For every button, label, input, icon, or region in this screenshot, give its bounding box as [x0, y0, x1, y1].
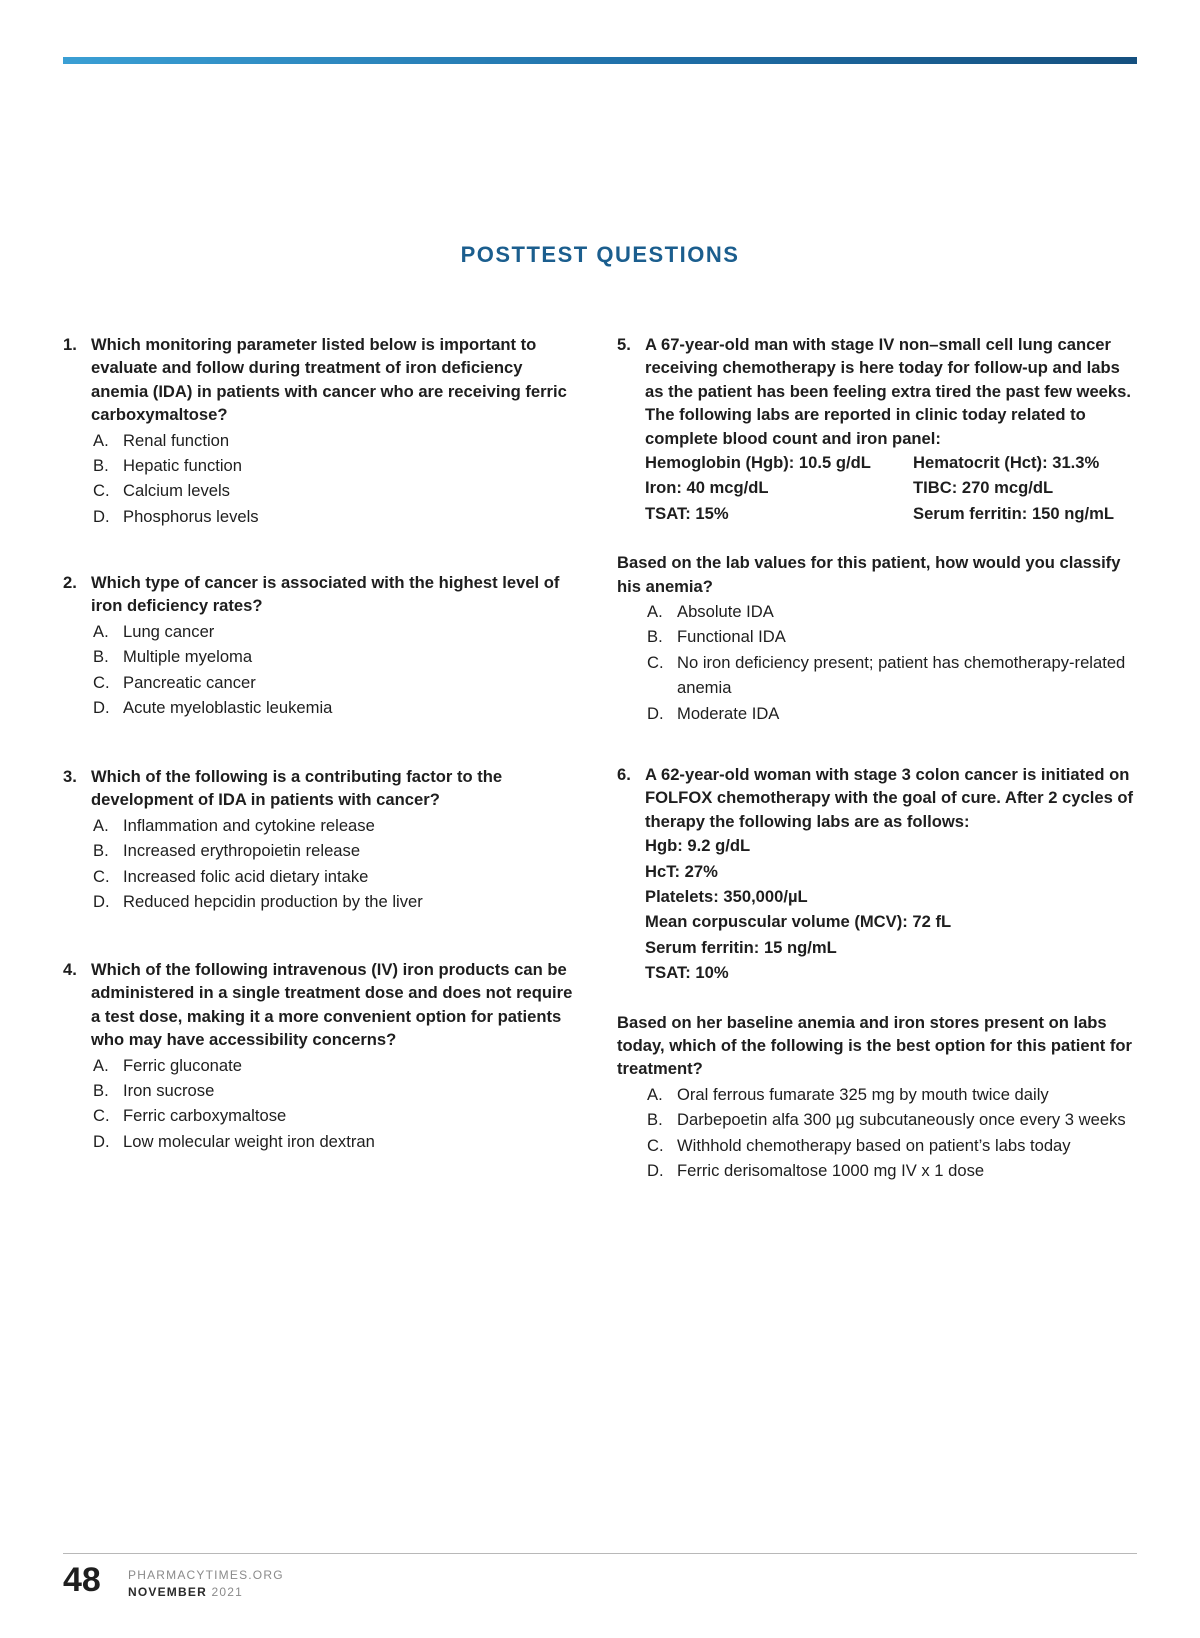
option-c: C. Increased folic acid dietary intake	[93, 866, 369, 886]
lab-row: TSAT: 15% Serum ferritin: 150 ng/mL	[645, 503, 1115, 523]
option-a: A. Absolute IDA	[647, 602, 774, 622]
question-stem: A 67-year-old man with stage IV non–small cell lung cancer receiving chemotherapy is here today for follow-up and labs as the patient has been feeling extra tired the past few weeks. The following labs are reported in clinic today related to complete blood count and iron panel:	[645, 335, 1131, 448]
question-stem: A 62-year-old woman with stage 3 colon cancer is initiated on FOLFOX chemotherapy with the goal of cure. After 2 cycles of therapy the following labs are as follows:	[645, 765, 1134, 831]
footer-divider	[63, 1553, 1137, 1554]
lab-values	[645, 833, 1137, 985]
question-lead: Based on her baseline anemia and iron stores present on labs today, which of the following is the best option for this patient for treatment?	[617, 1012, 1132, 1079]
option-c: C. Pancreatic cancer	[93, 672, 256, 692]
lab-row: Iron: 40 mcg/dL TIBC: 270 mcg/dL	[645, 478, 1054, 498]
question-lead: Based on the lab values for this patient, how would you classify his anemia?	[617, 553, 1121, 596]
question-number: 5.	[617, 335, 631, 354]
question-stem: Which of the following intravenous (IV) iron products can be administered in a single treatment dose and does not require a test dose, making it a more convenient option for patients who may have accessibility concerns?	[91, 960, 573, 1050]
option-a: A. Oral ferrous fumarate 325 mg by mouth twice daily	[647, 1084, 1049, 1104]
question-stem: Which of the following is a contributing factor to the development of IDA in patients with cancer?	[91, 767, 503, 810]
question-number: 1.	[63, 335, 77, 354]
option-b: B. Functional IDA	[647, 627, 786, 647]
page-title: POSTTEST QUESTIONS	[460, 242, 740, 267]
lab-value: Mean corpuscular volume (MCV): 72 fL	[645, 912, 952, 932]
lab-row: Hemoglobin (Hgb): 10.5 g/dL Hematocrit (Hct): 31.3%	[645, 453, 1100, 473]
option-d: D. Acute myeloblastic leukemia	[93, 698, 333, 718]
option-b: B. Increased erythropoietin release	[93, 841, 361, 861]
option-d: D. Ferric derisomaltose 1000 mg IV x 1 dose	[647, 1161, 985, 1181]
question-5	[617, 333, 1137, 726]
lab-value: TSAT: 10%	[645, 963, 729, 983]
question-4	[63, 958, 583, 1154]
footer-site: PHARMACYTIMES.ORG	[128, 1568, 284, 1582]
option-b: B. Hepatic function	[93, 456, 242, 476]
option-a: A. Renal function	[93, 430, 230, 450]
lab-value: HcT: 27%	[645, 861, 718, 881]
option-c: C. Withhold chemotherapy based on patient’s labs today	[647, 1135, 1071, 1155]
page-number: 48	[63, 1561, 101, 1599]
option-a: A. Lung cancer	[93, 621, 215, 641]
lab-values	[645, 450, 1137, 526]
question-number: 6.	[617, 765, 631, 784]
question-3	[63, 765, 583, 914]
question-stem: Which monitoring parameter listed below is important to evaluate and follow during treatment of iron deficiency anemia (IDA) in patients with cancer who are receiving ferric carboxymaltose?	[91, 335, 567, 425]
option-d: D. Low molecular weight iron dextran	[93, 1131, 375, 1151]
option-d: D. Reduced hepcidin production by the liver	[93, 892, 423, 912]
option-d: D. Phosphorus levels	[93, 506, 259, 526]
footer-month: NOVEMBER	[128, 1585, 207, 1599]
option-c: C. No iron deficiency present; patient has chemotherapy-related anemia	[647, 652, 1126, 698]
footer-issue	[128, 1585, 243, 1599]
option-b: B. Iron sucrose	[93, 1081, 215, 1101]
lab-value: Hgb: 9.2 g/dL	[645, 836, 751, 856]
option-a: A. Ferric gluconate	[93, 1055, 242, 1075]
footer-year: 2021	[211, 1585, 243, 1599]
option-b: B. Darbepoetin alfa 300 µg subcutaneously once every 3 weeks	[647, 1110, 1126, 1130]
question-2	[63, 571, 583, 720]
option-b: B. Multiple myeloma	[93, 647, 253, 667]
option-c: C. Calcium levels	[93, 481, 230, 501]
question-number: 3.	[63, 767, 77, 786]
header-accent-bar	[63, 57, 1137, 64]
lab-value: Platelets: 350,000/µL	[645, 887, 808, 907]
option-a: A. Inflammation and cytokine release	[93, 815, 375, 835]
question-stem: Which type of cancer is associated with the highest level of iron deficiency rates?	[91, 573, 560, 616]
option-d: D. Moderate IDA	[647, 703, 780, 723]
lab-value: Serum ferritin: 15 ng/mL	[645, 937, 837, 957]
question-6	[617, 763, 1137, 1184]
question-1	[63, 333, 583, 529]
question-number: 2.	[63, 573, 77, 592]
question-number: 4.	[63, 960, 77, 979]
option-c: C. Ferric carboxymaltose	[93, 1106, 287, 1126]
